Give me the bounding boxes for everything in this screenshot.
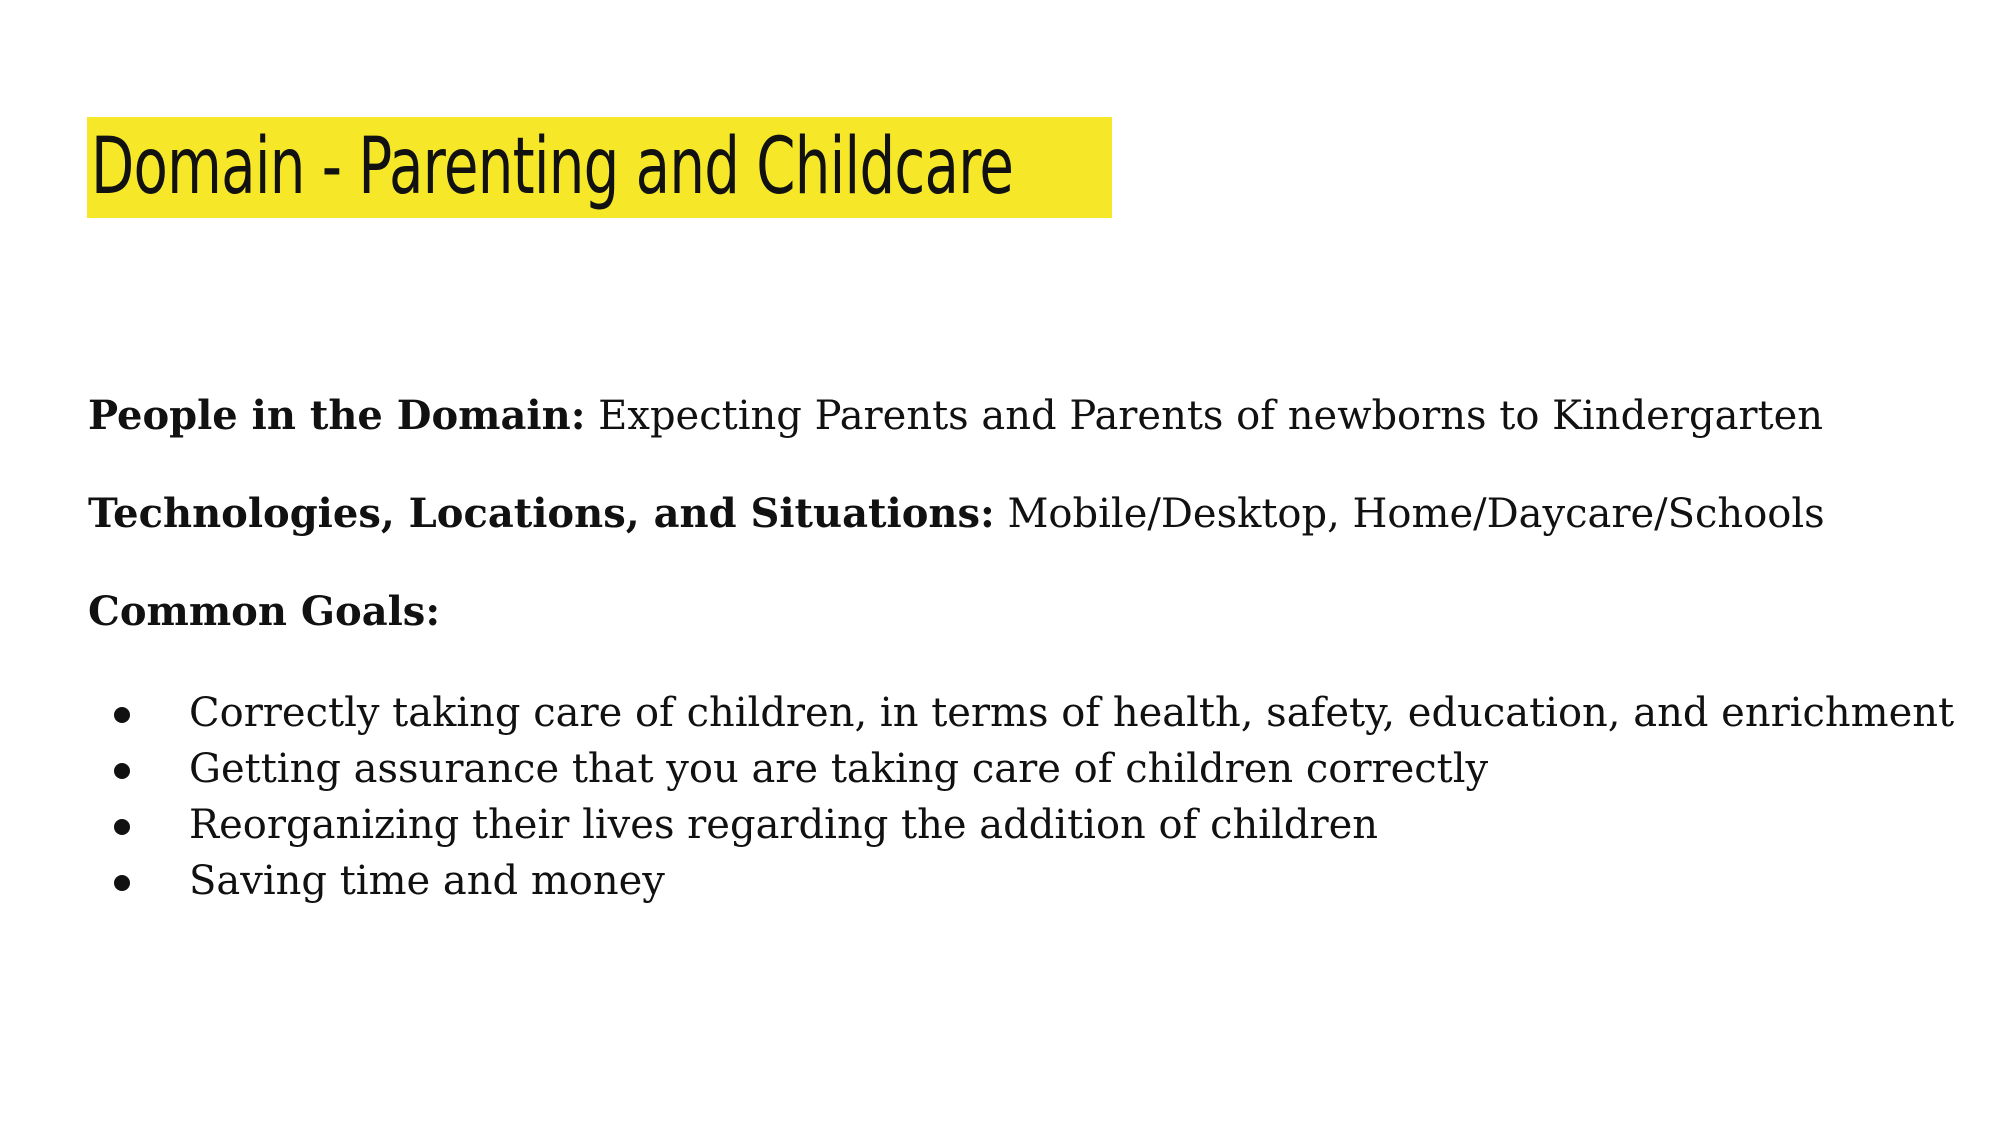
goal-text: Saving time and money	[189, 858, 665, 904]
title-block	[87, 117, 1382, 218]
people-line	[88, 392, 1823, 439]
goals-label: Common Goals:	[88, 588, 441, 635]
technologies-value: Mobile/Desktop, Home/Daycare/Schools	[994, 491, 1825, 537]
people-value: Expecting Parents and Parents of newborns to Kindergarten	[585, 393, 1824, 439]
bullet-icon	[114, 819, 130, 835]
bullet-icon	[114, 763, 130, 779]
goal-text: Getting assurance that you are taking care of children correctly	[189, 746, 1489, 792]
technologies-label: Technologies, Locations, and Situations:	[88, 490, 995, 537]
goal-text: Reorganizing their lives regarding the addition of children	[189, 802, 1379, 848]
goal-text: Correctly taking care of children, in terms of health, safety, education, and enrichment	[189, 690, 1955, 736]
technologies-line	[88, 490, 1825, 537]
goals-line	[88, 588, 440, 635]
bullet-icon	[114, 875, 130, 891]
people-label: People in the Domain:	[88, 392, 586, 439]
bullet-icon	[114, 707, 130, 723]
slide-title: Domain - Parenting and Childcare	[91, 122, 1014, 212]
